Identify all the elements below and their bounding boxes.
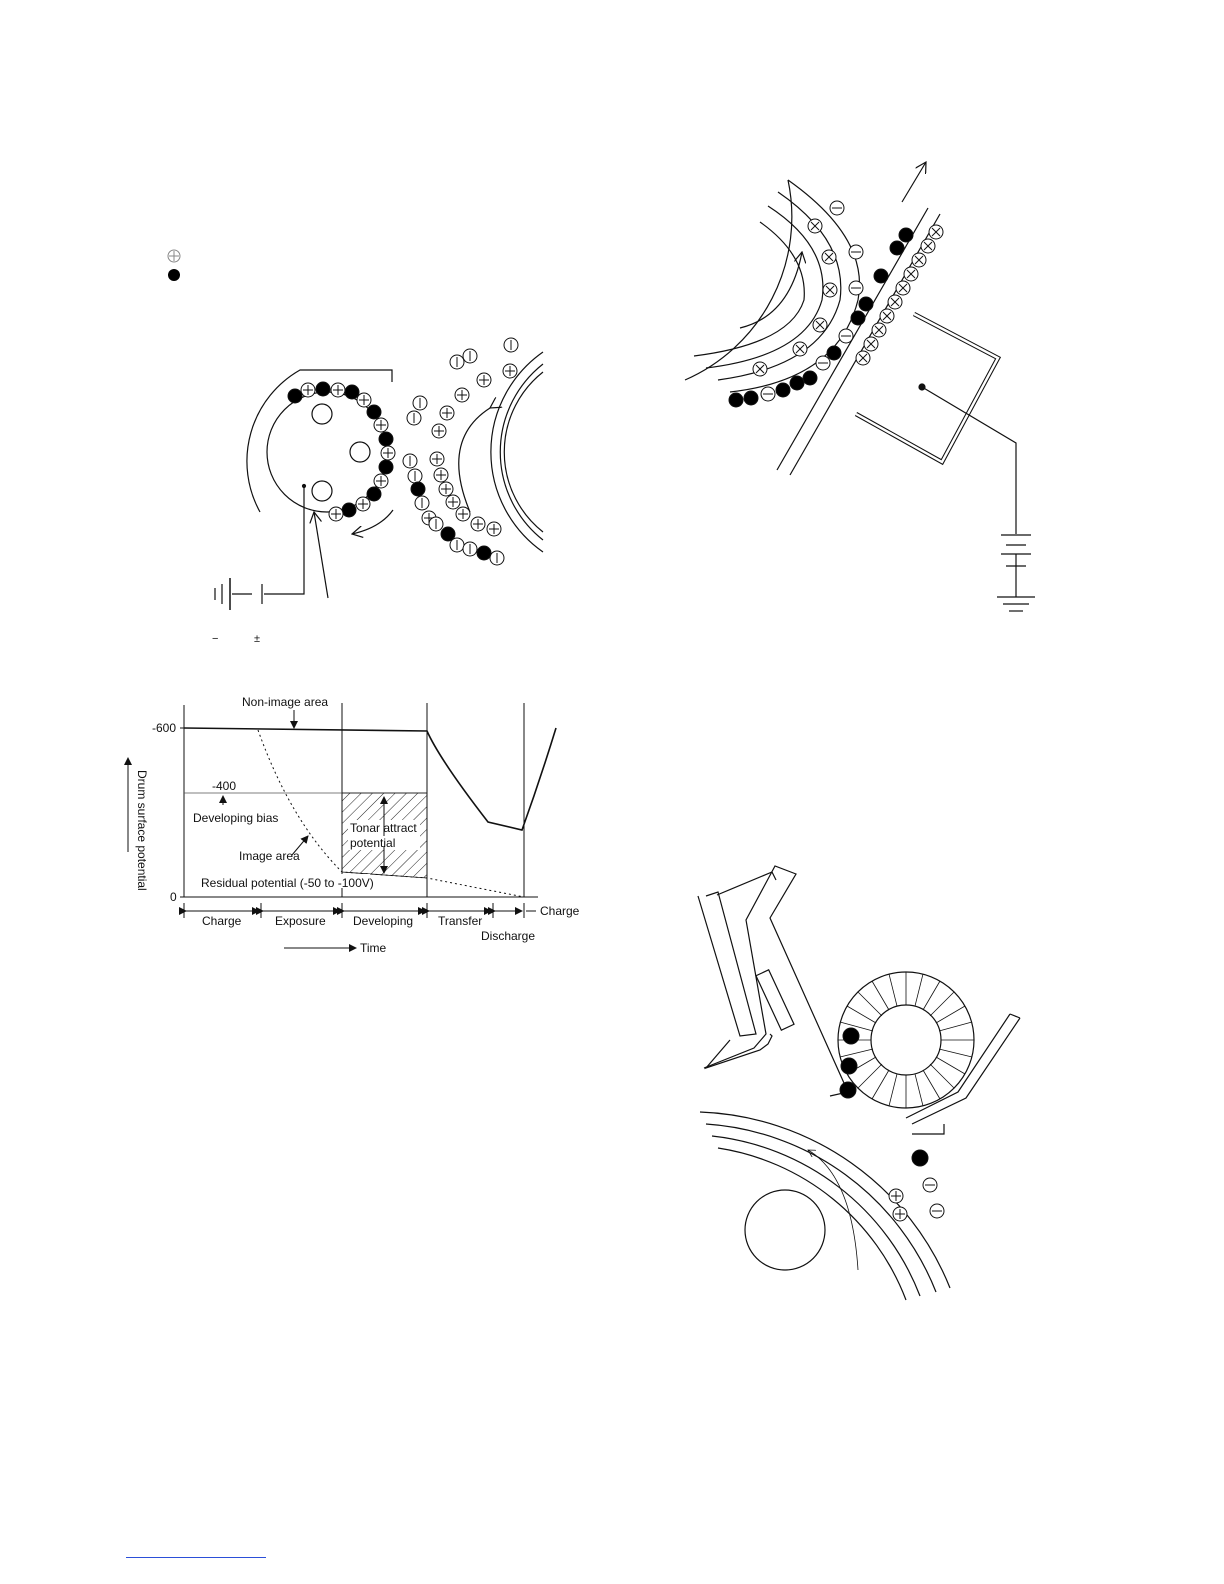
drum-outer [491,352,543,552]
phase-charge-1: Charge [202,914,242,928]
cleaning-diagram [698,866,1020,1300]
y-tick-0: 0 [170,890,177,904]
plusminus-label: ± [254,633,261,645]
phase-discharge: Discharge [481,929,536,943]
non-image-area-label: Non-image area [242,695,329,709]
developing-bias-label: Developing bias [193,811,279,825]
x-axis-label: Time [360,941,387,955]
toner-legend-icon [168,269,180,281]
y-axis-label: Drum surface potential [135,770,149,891]
minus-label: − [212,633,219,645]
potential-chart [128,695,580,955]
transfer-diagram [685,162,1035,611]
positive-charge-legend-icon [168,250,180,262]
toner-attract-label-1: Tonar attract [350,821,417,835]
legend [168,250,180,281]
drum-rotation-arrow [459,408,490,512]
cleaning-drum-outer [700,1112,950,1288]
magnet-pole-1 [312,404,332,424]
magnet-pole-3 [312,481,332,501]
phase-transfer: Transfer [438,914,483,928]
toner-attract-label-2: potential [350,836,396,850]
phase-exposure: Exposure [275,914,326,928]
magnet-pole-2 [350,442,370,462]
phase-developing: Developing [353,914,414,928]
cleaning-particles [840,1028,944,1221]
y-tick-400: -400 [212,779,237,793]
phase-charge-2: Charge [540,904,580,918]
image-area-label: Image area [239,849,300,863]
bias-wire [264,486,304,594]
cleaning-drum-arrow [808,1150,858,1270]
paper-direction-arrow [902,162,926,202]
cleaning-drum-core [745,1190,825,1270]
footer-rule [126,1557,266,1558]
roller-rotation-arrow [352,510,393,534]
cleaning-blade [756,970,794,1030]
residual-potential-label: Residual potential (-50 to -100V) [201,876,374,890]
y-tick-600: -600 [152,721,177,735]
transfer-charges [729,201,943,407]
transfer-rotation-arrow [740,252,802,328]
